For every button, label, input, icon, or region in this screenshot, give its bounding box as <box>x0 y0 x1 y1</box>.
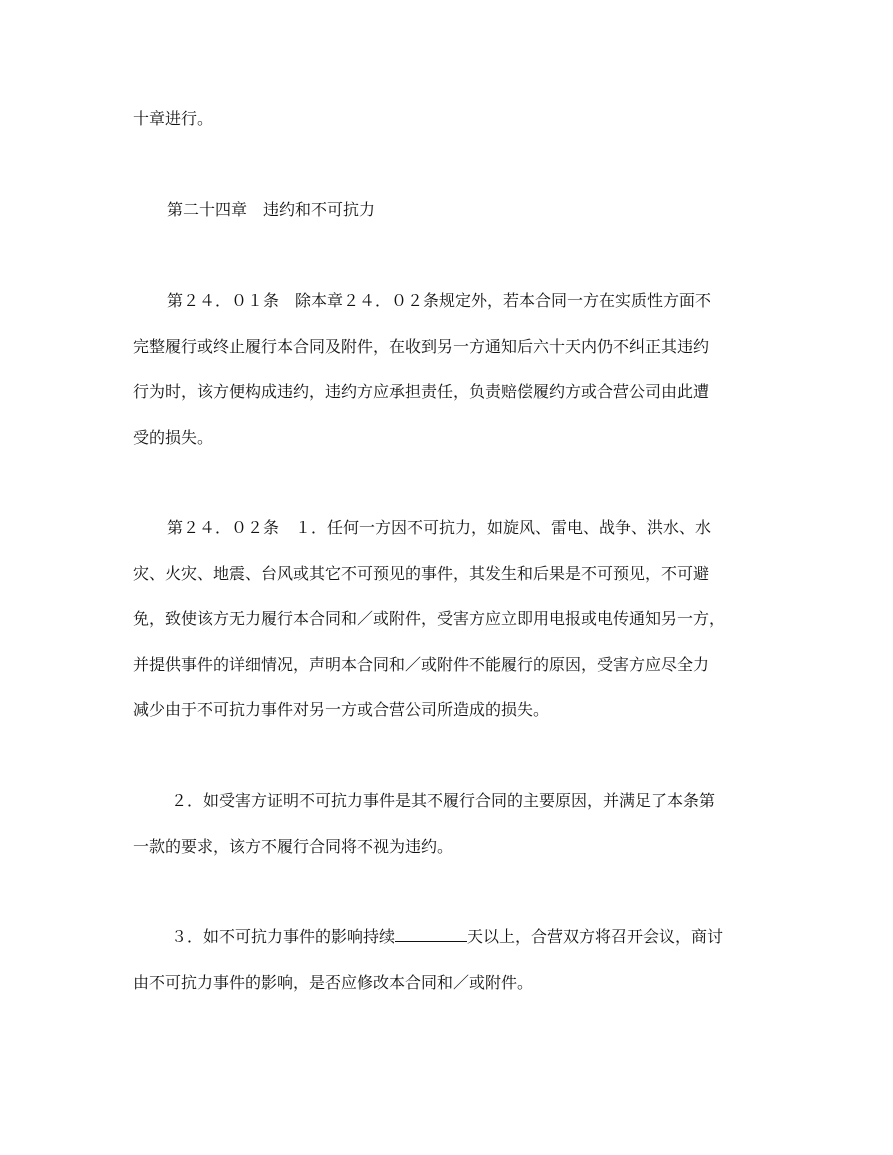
article-24-01 <box>133 278 773 460</box>
chapter-heading-text: 第二十四章 违约和不可抗力 <box>167 200 376 219</box>
clause-3-line-1 <box>133 914 773 960</box>
article-24-02-line-2: 灾、火灾、地震、台风或其它不可预见的事件，其发生和后果是不可预见，不可避 <box>133 563 710 583</box>
article-24-01-line-4: 受的损失。 <box>133 427 214 447</box>
clause-2 <box>133 778 773 869</box>
article-24-02 <box>133 505 773 733</box>
chapter-heading <box>133 187 773 233</box>
clause-3-text-after: 天以上，合营双方将召开会议，商讨 <box>467 927 724 946</box>
article-24-01-line-2: 完整履行或终止履行本合同及附件，在收到另一方通知后六十天内仍不纠正其违约 <box>133 336 710 356</box>
continuation-paragraph <box>133 96 773 142</box>
article-24-02-line-4: 并提供事件的详细情况，声明本合同和／或附件不能履行的原因，受害方应尽全力 <box>133 654 710 674</box>
article-24-01-line-1: 第２４．０１条 除本章２４．０２条规定外，若本合同一方在实质性方面不 <box>167 291 712 310</box>
clause-3 <box>133 914 773 1005</box>
article-24-02-line-3: 免，致使该方无力履行本合同和／或附件，受害方应立即用电报或电传通知另一方， <box>133 609 726 628</box>
clause-3-text-before: ３．如不可抗力事件的影响持续 <box>171 927 396 946</box>
article-24-01-line-3: 行为时，该方便构成违约，违约方应承担责任，负责赔偿履约方或合营公司由此遭 <box>133 382 710 401</box>
article-24-02-line-1: 第２４．０２条 １．任何一方因不可抗力，如旋风、雷电、战争、洪水、水 <box>167 518 712 537</box>
continuation-line: 十章进行。 <box>133 109 214 128</box>
article-24-02-line-5: 减少由于不可抗力事件对另一方或合营公司所造成的损失。 <box>133 700 550 719</box>
clause-3-line-2: 由不可抗力事件的影响，是否应修改本合同和／或附件。 <box>133 972 534 992</box>
clause-2-line-1: ２．如受害方证明不可抗力事件是其不履行合同的主要原因，并满足了本条第 <box>171 791 716 810</box>
clause-2-line-2: 一款的要求，该方不履行合同将不视为违约。 <box>133 836 454 856</box>
duration-blank <box>395 927 467 942</box>
